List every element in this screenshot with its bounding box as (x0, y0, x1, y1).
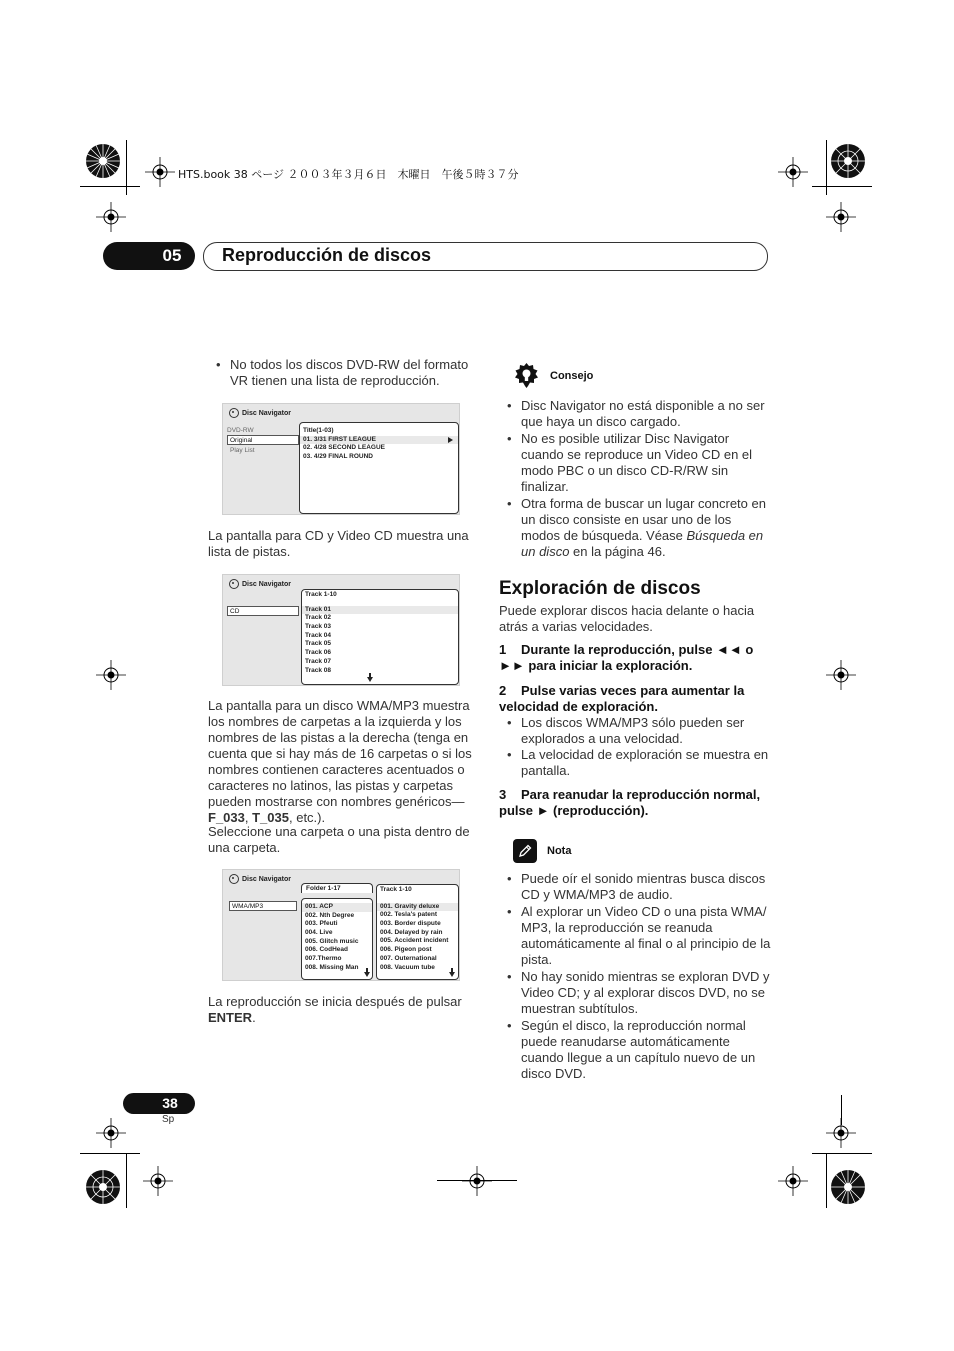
list-item[interactable]: 002. Tesla's patent (380, 911, 438, 919)
list-item: • No todos los discos DVD-RW del formato VR tienen una lista de reproducción. (208, 357, 478, 389)
lightbulb-icon (513, 362, 540, 389)
period: . (252, 1010, 256, 1025)
list-item[interactable]: 03. 4/29 FINAL ROUND (303, 453, 373, 461)
list-item[interactable]: 002. Nth Degree (305, 911, 355, 919)
folder-list-pane (301, 898, 373, 980)
list-item: • La velocidad de exploración se muestra en pantalla. (499, 747, 769, 779)
registration-star-icon (85, 143, 121, 179)
disc-icon (229, 579, 239, 589)
disc-type-label: DVD-RW (227, 427, 254, 434)
step-3 (499, 787, 771, 819)
menu-item-wma-mp3[interactable]: WMA/MP3 (229, 901, 297, 911)
list-item: • Según el disco, la reproducción normal puede reanudarse automáticamente cuando llegue a un capítulo nuevo de un disco DVD. (499, 1018, 771, 1082)
list-item[interactable]: 007. Outernational (380, 954, 437, 962)
list-item[interactable]: Track 07 (305, 657, 332, 665)
step-2 (499, 683, 771, 715)
left-bullet-list (208, 357, 478, 389)
disc-icon (229, 874, 239, 884)
scroll-down-arrow-icon[interactable] (364, 972, 370, 977)
screen-header (229, 579, 291, 589)
screen-header-label: Disc Navigator (242, 409, 292, 417)
list-item[interactable]: Track 08 (305, 666, 332, 674)
list-item[interactable]: Track 03 (305, 623, 332, 631)
step-number: 1 (499, 642, 507, 657)
list-item: • Disc Navigator no está disponible a no ser que haya un disco cargado. (499, 398, 769, 430)
chapter-number: 05 (103, 242, 195, 270)
scroll-down-arrow-icon[interactable] (449, 972, 455, 977)
consejo-list (499, 398, 769, 560)
pane-title: Track 1-10 (380, 886, 412, 893)
consejo-text: Otra forma de buscar un lugar concreto en un disco consiste en usar uno de los modos de búsqueda. Véase (521, 496, 766, 543)
enter-key-label: ENTER (208, 1010, 253, 1025)
list-item[interactable]: 008. Vacuum tube (380, 963, 435, 971)
scroll-down-arrow-icon[interactable] (367, 677, 373, 682)
registration-target-icon (145, 157, 175, 187)
registration-target-icon (778, 157, 808, 187)
list-item[interactable]: 004. Delayed by rain (380, 928, 443, 936)
registration-star-icon (830, 143, 866, 179)
step-1 (499, 642, 771, 674)
list-item[interactable]: 004. Live (305, 929, 333, 937)
paragraph-cd: La pantalla para CD y Video CD muestra una lista de pistas. (208, 528, 469, 559)
screen-header (229, 874, 291, 884)
consejo-text-end: en la página 46. (569, 544, 666, 559)
step-text: Para reanudar la reproducción normal, pulse ► (reproducción). (499, 787, 761, 818)
cross-reference-link[interactable]: Búsqueda en un disco (521, 528, 764, 559)
section-heading: Exploración de discos (499, 578, 701, 599)
registration-target-icon (826, 202, 856, 232)
pane-title: Track 1-10 (305, 591, 337, 598)
paragraph-wma (208, 698, 478, 826)
paragraph-enter (208, 994, 478, 1026)
screen-header-label: Disc Navigator (242, 875, 292, 883)
disc-navigator-screen-wma (222, 869, 460, 981)
step-number: 3 (499, 787, 507, 802)
registration-target-icon (96, 660, 126, 690)
nota-title: Nota (547, 845, 572, 857)
disc-navigator-screen-dvdrw (222, 403, 460, 515)
list-item[interactable]: Track 04 (305, 631, 332, 639)
list-item: • Los discos WMA/MP3 sólo pueden ser explorados a una velocidad. (499, 715, 769, 747)
pane-title: Title(1-03) (303, 427, 334, 434)
registration-star-icon (830, 1169, 866, 1205)
registration-target-icon (96, 202, 126, 232)
list-item[interactable]: 001. Gravity deluxe (377, 903, 458, 912)
generic-name-example: F_033 (208, 810, 245, 825)
list-item[interactable]: Track 06 (305, 649, 332, 657)
registration-target-icon (826, 660, 856, 690)
list-item[interactable]: 007.Thermo (305, 955, 342, 963)
consejo-heading (513, 362, 593, 389)
step-2-notes (499, 715, 769, 779)
list-item[interactable]: 003. Border dispute (380, 920, 441, 928)
list-item: • Al explorar un Video CD o una pista WMA/ MP3, la reproducción se reanuda automáticamente al final o al principio de la pista. (499, 904, 771, 968)
list-item: • No es posible utilizar Disc Navigator cuando se reproduce un Video CD en el modo PBC o un disco CD-R/RW sin finalizar. (499, 431, 769, 495)
paragraph-wma-text: La pantalla para un disco WMA/MP3 muestra los nombres de carpetas a la izquierda y los nombres de las pistas a la derecha (tenga en cuenta que si hay más de 16 carpetas o si los nombres contienen caracteres acentuados o caracteres no latinos, las pistas y carpetas pueden mostrarse con nombres genéricos— (208, 698, 472, 809)
list-item[interactable]: 008. Missing Man (305, 963, 359, 971)
language-code: Sp (162, 1114, 175, 1125)
arrow-right-icon (448, 437, 453, 443)
list-item: • Puede oír el sonido mientras busca discos CD y WMA/MP3 de audio. (499, 871, 771, 903)
page-number: 38 (123, 1093, 195, 1114)
section-intro: Puede explorar discos hacia delante o hacia atrás a varias velocidades. (499, 603, 755, 634)
list-item[interactable]: 006. Pigeon post (380, 946, 432, 954)
paragraph-wma-end: , etc.). (288, 810, 326, 825)
list-item[interactable]: 003. Pfeuti (305, 920, 338, 928)
pencil-note-icon (513, 839, 537, 863)
list-item[interactable]: Track 02 (305, 614, 332, 622)
paragraph-select: Seleccione una carpeta o una pista dentro de una carpeta. (208, 824, 470, 855)
step-text: Durante la reproducción, pulse ◄◄ o ►► para iniciar la exploración. (499, 642, 754, 673)
paragraph-enter-text: La reproducción se inicia después de pulsar (208, 994, 462, 1009)
registration-target-icon (462, 1166, 492, 1196)
list-item[interactable]: Track 05 (305, 640, 332, 648)
consejo-title: Consejo (550, 369, 594, 382)
registration-target-icon (96, 1118, 126, 1148)
screen-header (229, 408, 291, 418)
disc-icon (229, 408, 239, 418)
list-item[interactable]: 01. 3/31 FIRST LEAGUE (300, 436, 458, 445)
nota-list (499, 871, 771, 1082)
separator: , (244, 810, 253, 825)
generic-name-example: T_035 (252, 810, 289, 825)
list-item[interactable]: 005. Glitch music (305, 937, 359, 945)
print-slug: HTS.book 38 ページ ２００３年３月６日 木曜日 午後５時３７分 (178, 168, 519, 181)
menu-item-cd[interactable]: CD (227, 606, 299, 616)
track-list-pane (376, 884, 459, 980)
title-list-pane (299, 422, 459, 514)
registration-star-icon (85, 1169, 121, 1205)
list-item: • No hay sonido mientras se exploran DVD y Video CD; y al explorar discos DVD, no se muestran subtítulos. (499, 969, 771, 1017)
step-text: Pulse varias veces para aumentar la velocidad de exploración. (499, 683, 745, 714)
chapter-title: Reproducción de discos (222, 245, 432, 265)
list-item (499, 496, 769, 560)
track-list-pane (301, 589, 459, 685)
list-item[interactable]: Track 01 (302, 606, 458, 615)
chapter-title-bar (203, 242, 768, 271)
step-number: 2 (499, 683, 507, 698)
menu-item-play-list[interactable]: Play List (230, 447, 255, 454)
list-item[interactable]: 001. ACP (302, 903, 372, 912)
nota-heading (513, 839, 571, 863)
registration-target-icon (778, 1166, 808, 1196)
registration-target-icon (143, 1166, 173, 1196)
screen-header-label: Disc Navigator (242, 580, 292, 588)
menu-item-original[interactable]: Original (227, 435, 299, 445)
list-item[interactable]: 006. CodHead (305, 946, 348, 954)
folder-tab[interactable]: Folder 1-17 (301, 883, 373, 893)
list-item[interactable]: 02. 4/28 SECOND LEAGUE (303, 444, 385, 452)
disc-navigator-screen-cd (222, 574, 460, 686)
list-item[interactable]: 005. Accident incident (380, 937, 449, 945)
